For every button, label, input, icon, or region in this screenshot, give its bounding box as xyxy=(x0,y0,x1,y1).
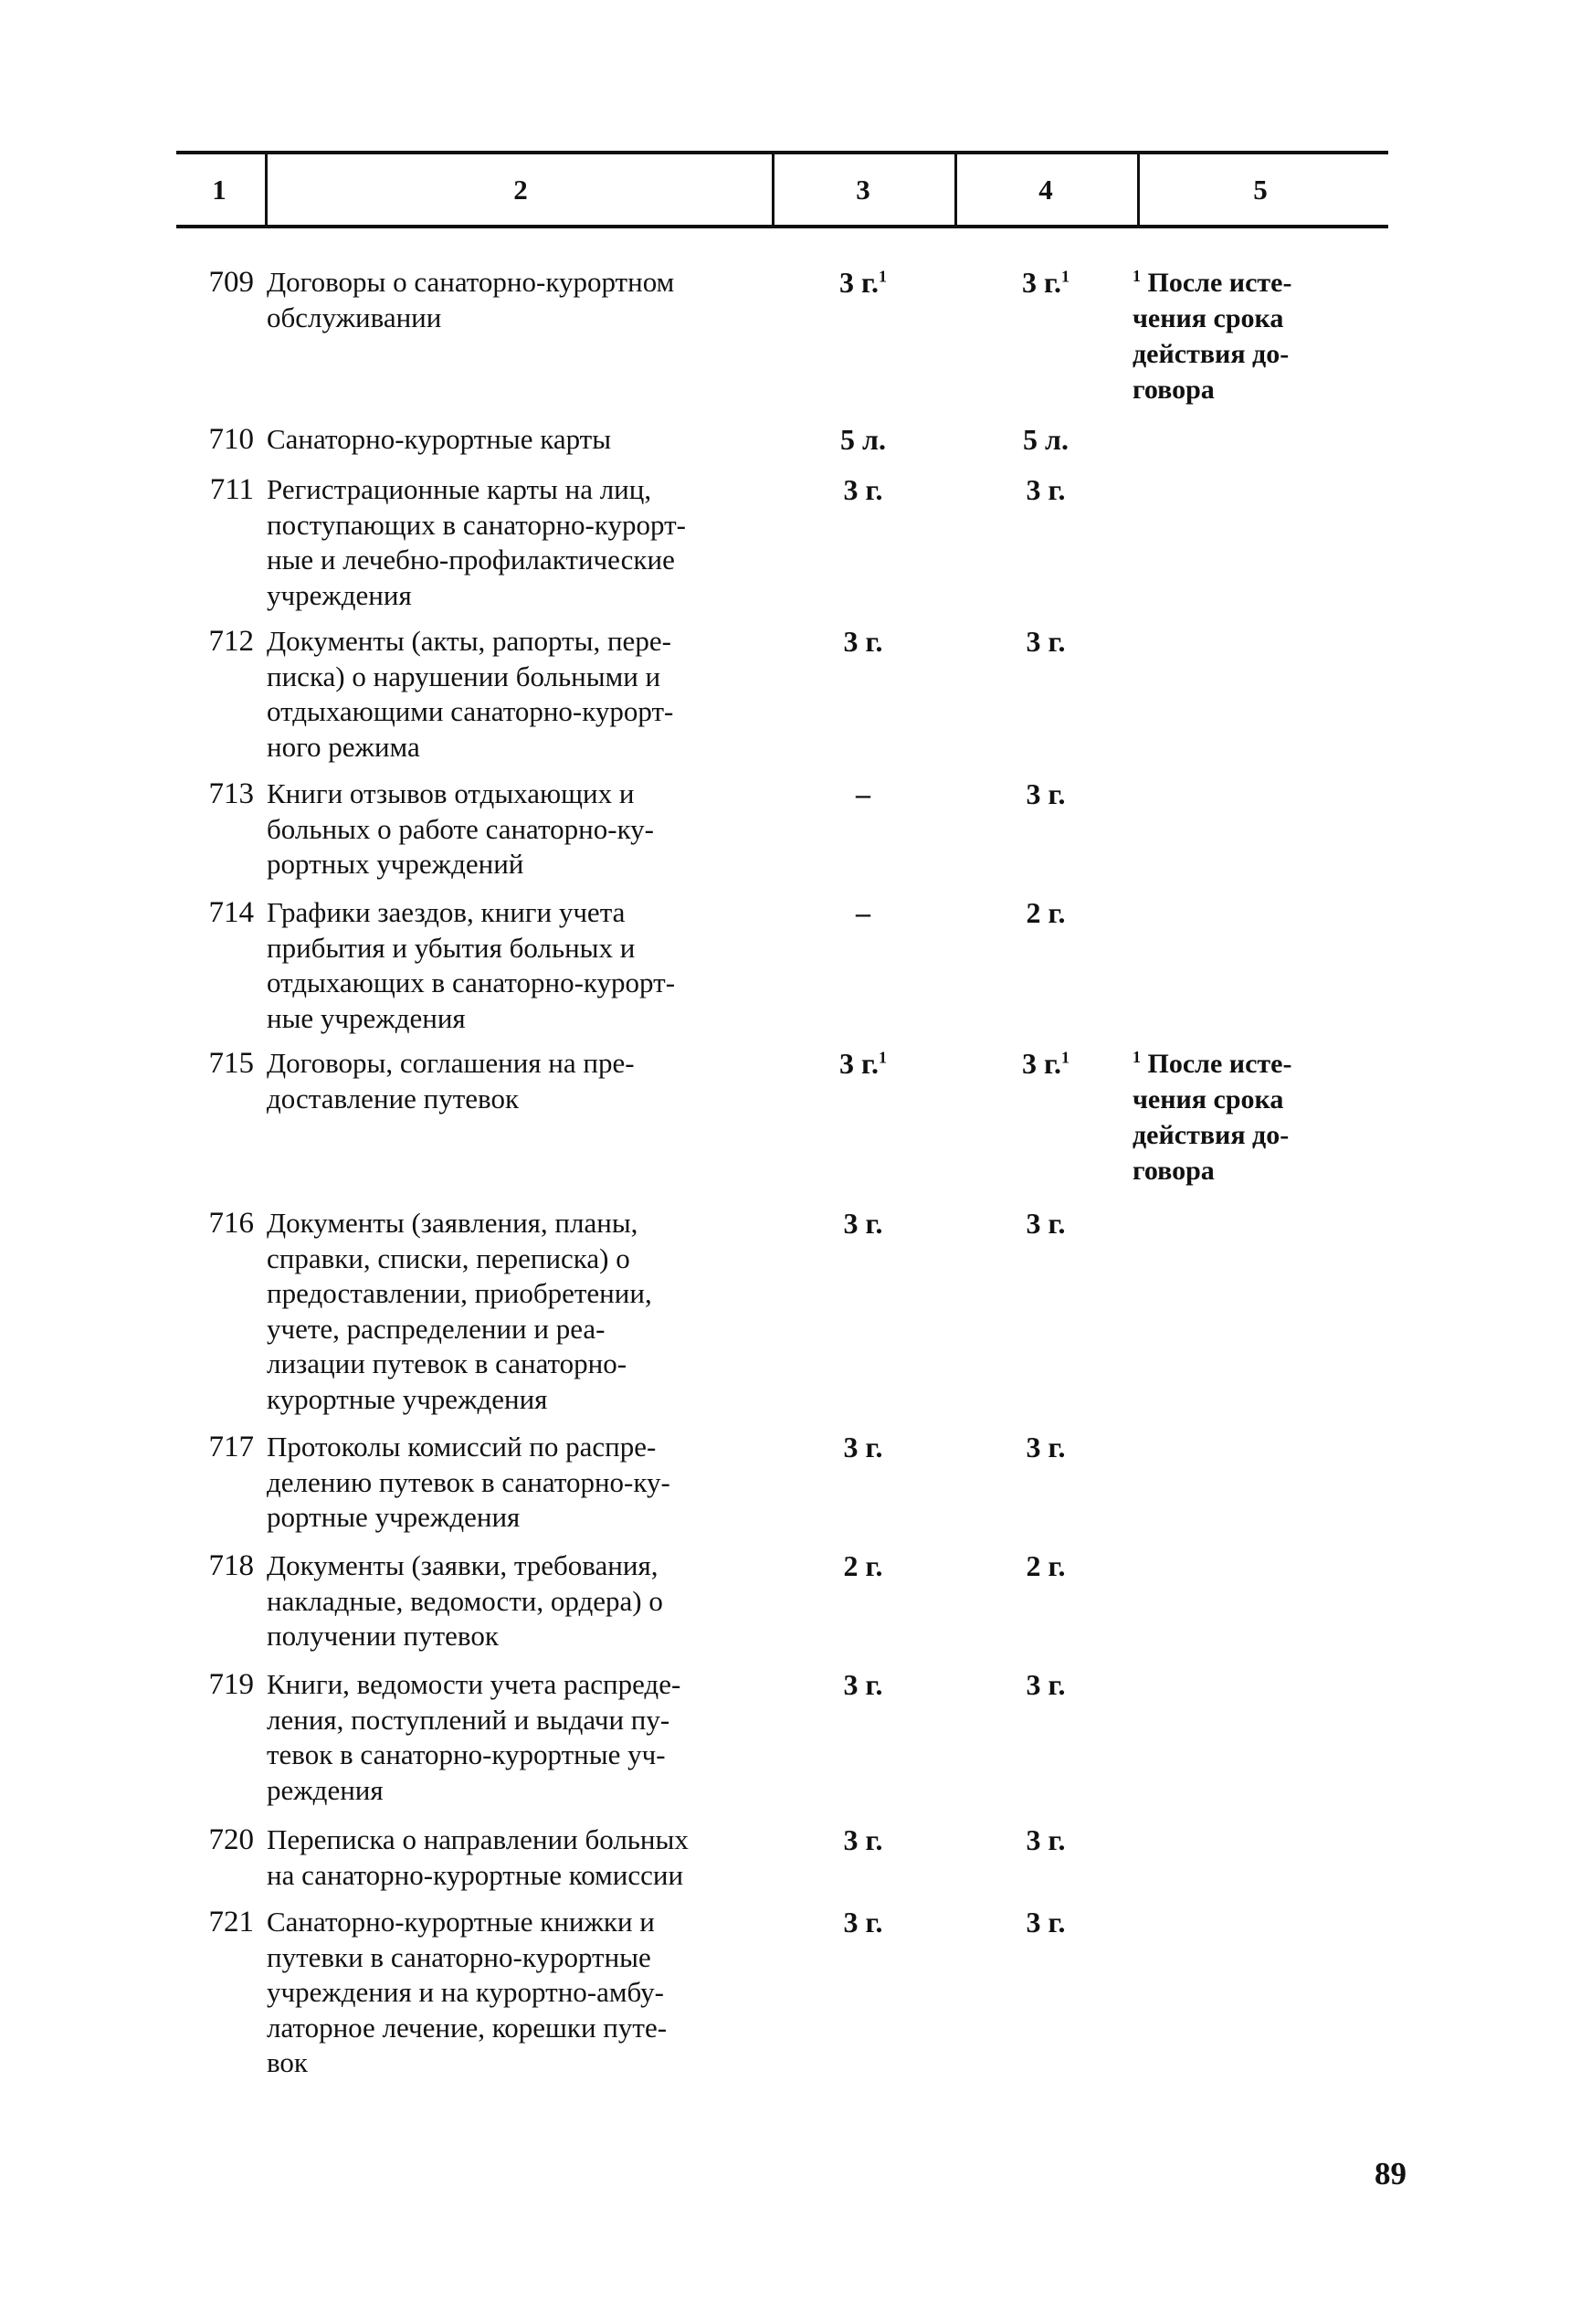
retention-period-col3: 3 г. xyxy=(843,1668,883,1701)
retention-period-col3: – xyxy=(856,896,870,929)
retention-period-col4: 3 г. xyxy=(1026,1207,1066,1240)
note: $^1$ После исте- чения срока действия до- говора xyxy=(1133,267,1292,405)
article-number: 717 xyxy=(208,1431,254,1463)
document-description: Протоколы комиссий по распре- делению путевок в санаторно-ку- рортные учреждения xyxy=(267,1431,670,1533)
document-description: Санаторно-курортные карты xyxy=(267,423,612,455)
document-description: Документы (заявки, требования, накладные, ведомости, ордера) о получении путевок xyxy=(267,1549,663,1652)
retention-period-col4: 3 г. xyxy=(1026,625,1066,658)
document-description: Договоры, соглашения на пре- доставление путевок xyxy=(267,1047,635,1114)
document-description: Регистрационные карты на лиц, поступающих в санаторно-курорт- ные и лечебно-профилактические учреждения xyxy=(267,473,686,611)
document-description: Книги отзывов отдыхающих и больных о работе санаторно-ку- рортных учреждений xyxy=(267,777,655,880)
retention-period-col4: 3 г.$^1$ xyxy=(1022,266,1069,299)
note-footnote-mark: 1 xyxy=(1133,267,1141,285)
header-divider-4 xyxy=(1137,153,1140,227)
article-number: 714 xyxy=(208,896,254,929)
footnote-superscript: 1 xyxy=(1060,1048,1069,1067)
article-number: 712 xyxy=(208,625,254,658)
article-number: 720 xyxy=(208,1823,254,1856)
header-divider-3 xyxy=(954,153,957,227)
retention-period-col4: 3 г. xyxy=(1026,777,1066,810)
table-header-bottom-rule xyxy=(176,225,1388,228)
article-number: 709 xyxy=(208,266,254,299)
footnote-superscript: 1 xyxy=(1060,267,1069,286)
document-description: Переписка о направлении больных на санаторно-курортные комиссии xyxy=(267,1823,689,1891)
retention-period-col4: 3 г. xyxy=(1026,473,1066,506)
article-number: 711 xyxy=(209,473,254,506)
column-header-3: 3 xyxy=(856,174,870,206)
article-number: 710 xyxy=(208,423,254,456)
retention-period-col3: 3 г. xyxy=(843,1207,883,1240)
article-number: 715 xyxy=(208,1047,254,1080)
page-number: 89 xyxy=(1375,2156,1407,2192)
retention-period-col4: 3 г. xyxy=(1026,1668,1066,1701)
retention-period-col3: 2 г. xyxy=(843,1549,883,1582)
note-footnote-mark: 1 xyxy=(1133,1048,1141,1066)
retention-period-col4: 3 г.$^1$ xyxy=(1022,1047,1069,1080)
table-top-rule xyxy=(176,151,1388,154)
retention-period-col3: 3 г. xyxy=(843,473,883,506)
retention-period-col4: 3 г. xyxy=(1026,1823,1066,1856)
article-number: 716 xyxy=(208,1207,254,1240)
column-header-4: 4 xyxy=(1038,174,1053,206)
column-header-2: 2 xyxy=(513,174,528,206)
retention-period-col3: 3 г. xyxy=(843,1431,883,1463)
article-number: 719 xyxy=(208,1668,254,1701)
retention-period-col4: 3 г. xyxy=(1026,1906,1066,1938)
column-header-1: 1 xyxy=(212,174,227,206)
retention-period-col4: 5 л. xyxy=(1023,423,1069,456)
retention-period-col3: 5 л. xyxy=(840,423,886,456)
note: $^1$ После исте- чения срока действия до- говора xyxy=(1133,1048,1292,1186)
retention-period-col3: 3 г. xyxy=(843,1823,883,1856)
document-description: Книги, ведомости учета распреде- ления, поступлений и выдачи пу- тевок в санаторно-курортные уч- реждения xyxy=(267,1668,681,1806)
column-header-5: 5 xyxy=(1253,174,1268,206)
retention-period-col3: 3 г. xyxy=(843,1906,883,1938)
document-description: Графики заездов, книги учета прибытия и убытия больных и отдыхающих в санаторно-курорт- ные учреждения xyxy=(267,896,676,1034)
document-description: Документы (заявления, планы, справки, списки, переписка) о предоставлении, приобретении, учете, распределении и реа- лизации путевок в санаторно- курортные учреждения xyxy=(267,1207,652,1415)
footnote-superscript: 1 xyxy=(878,267,887,286)
article-number: 721 xyxy=(208,1906,254,1938)
article-number: 713 xyxy=(208,777,254,810)
retention-period-col4: 2 г. xyxy=(1026,1549,1066,1582)
document-description: Документы (акты, рапорты, пере- писка) о нарушении больными и отдыхающими санаторно-курорт- ного режима xyxy=(267,625,674,763)
document-description: Санаторно-курортные книжки и путевки в санаторно-курортные учреждения и на курортно-амбу- латорное лечение, корешки путе- вок xyxy=(267,1906,668,2078)
header-divider-1 xyxy=(265,153,268,227)
retention-period-col3: 3 г.$^1$ xyxy=(839,266,887,299)
retention-period-col4: 3 г. xyxy=(1026,1431,1066,1463)
retention-period-col3: – xyxy=(856,777,870,810)
header-divider-2 xyxy=(772,153,774,227)
retention-period-col3: 3 г. xyxy=(843,625,883,658)
retention-period-col3: 3 г.$^1$ xyxy=(839,1047,887,1080)
document-description: Договоры о санаторно-курортном обслуживании xyxy=(267,266,675,333)
article-number: 718 xyxy=(208,1549,254,1582)
footnote-superscript: 1 xyxy=(878,1048,887,1067)
retention-period-col4: 2 г. xyxy=(1026,896,1066,929)
